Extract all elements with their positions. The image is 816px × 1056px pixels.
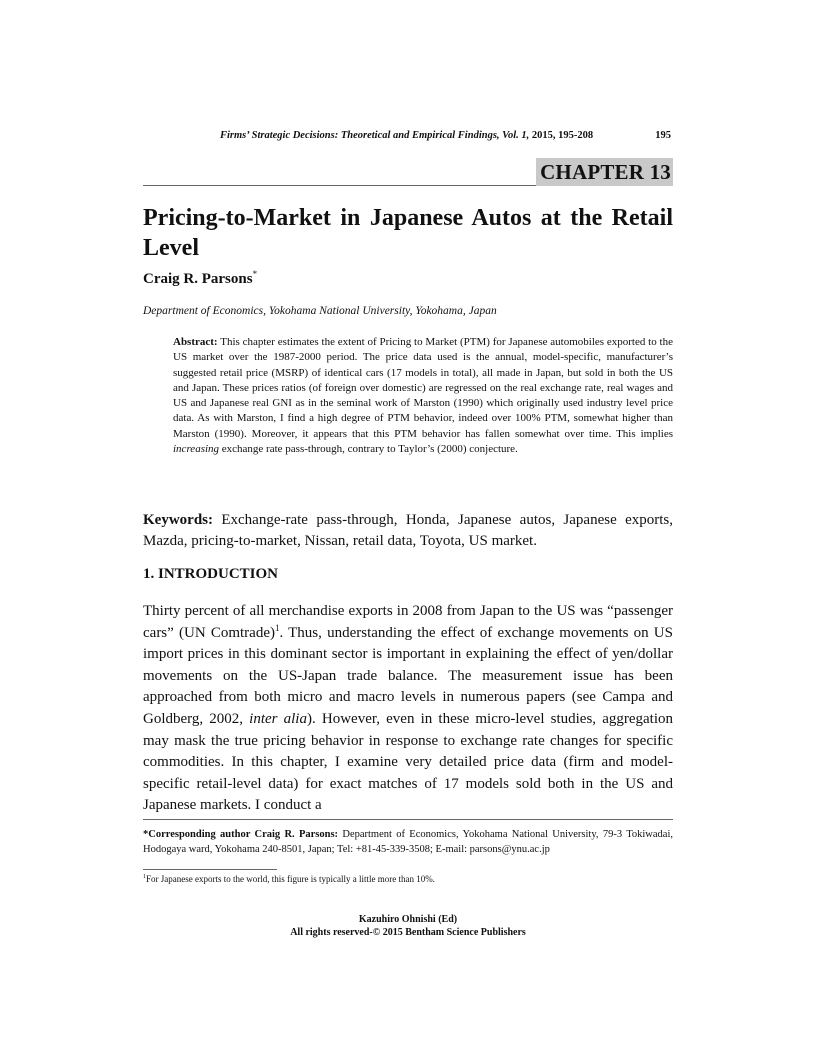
corresponding-author [143,827,673,857]
footnote-mark: 1 [143,874,146,880]
footnote-ref[interactable]: 1 [274,622,280,633]
rights-line: All rights reserved-© 2015 Bentham Science Publishers [290,927,526,938]
author-mark: * [252,269,258,279]
author [143,269,257,288]
journal-years: 2015, 195-208 [531,130,594,141]
corresponding-divider [143,819,673,820]
abstract-emphasis: increasing [173,443,220,456]
footnote [143,874,435,884]
author-name: Craig R. Parsons [143,271,253,287]
editor-line: Kazuhiro Ohnishi (Ed) [358,914,458,925]
footnote-divider [143,869,277,870]
abstract-text-1: This chapter estimates the extent of Pricing to Market (PTM) for Japanese automobiles exported to the US market over the 1987-2000 period. The price data used is the annual, model-specific, manufacturer’s suggested retail price (MSRP) of identical cars (17 models in total), all made in Japan, but sold in both the US and Japan. These prices ratios (of foreign over domestic) are regressed on the real exchange rate, real wages and US and Japanese real GNI as in the seminal work of Marston (1990) which originally used industry level price data. As with Marston, I find a high degree of PTM behavior, indeed over 100% PTM, somewhat higher than Marston (1990). Moreover, it appears that this PTM behavior has fallen somewhat over time. This implies [173,336,673,440]
abstract-label: Abstract: [173,336,218,348]
intro-emphasis: inter alia [249,710,307,727]
paper-title: Pricing-to-Market in Japanese Autos at the Retail Level [143,205,673,261]
section-heading: 1. INTRODUCTION [143,566,279,582]
chapter-label: CHAPTER 13 [536,158,673,186]
corresponding-label: *Corresponding author Craig R. Parsons: [143,829,339,840]
page-number: 195 [655,130,671,141]
publisher-block [143,913,673,939]
abstract-text-2: exchange rate pass-through, contrary to Taylor’s (2000) conjecture. [219,443,518,456]
chapter-bar [143,158,673,186]
keywords-label: Keywords: [143,512,213,528]
journal-citation: Firms’ Strategic Decisions: Theoretical and Empirical Findings, Vol. 1, 2015, 195-208 [220,130,594,141]
keywords [143,510,673,552]
footnote-text: For Japanese exports to the world, this figure is typically a little more than 10%. [146,874,435,884]
intro-text-1: Thirty percent of all merchandise exports in 2008 from Japan to the US was “passenger cars” (UN Comtrade) [143,603,673,641]
intro-text-3: ). However, even in these micro-level studies, aggregation may mask the true pricing behavior in response to exchange rate changes for specific commodities. In this chapter, I examine very detailed price data (firm and model-specific retail-level data) for exact matches of 17 models sold both in the US and Japanese markets. I conduct a [143,710,673,814]
intro-text-2: . Thus, understanding the effect of exchange movements on US import prices in this dominant sector is important in explaining the effect of yen/dollar movements on the US-Japan trade balance. The measurement issue has been approached from both micro and macro levels in numerous papers (see Campa and Goldberg, 2002, [143,624,673,727]
intro-paragraph [143,601,673,817]
abstract [173,335,673,457]
keywords-text: Exchange-rate pass-through, Honda, Japanese autos, Japanese exports, Mazda, pricing-to-market, Nissan, retail data, Toyota, US market. [143,512,673,549]
corresponding-text: Department of Economics, Yokohama National University, 79-3 Tokiwadai, Hodogaya ward, Yokohama 240-8501, Japan; Tel: +81-45-339-3508; E-mail: parsons@ynu.ac.jp [143,829,673,855]
affiliation: Department of Economics, Yokohama National University, Yokohama, Japan [143,305,497,317]
